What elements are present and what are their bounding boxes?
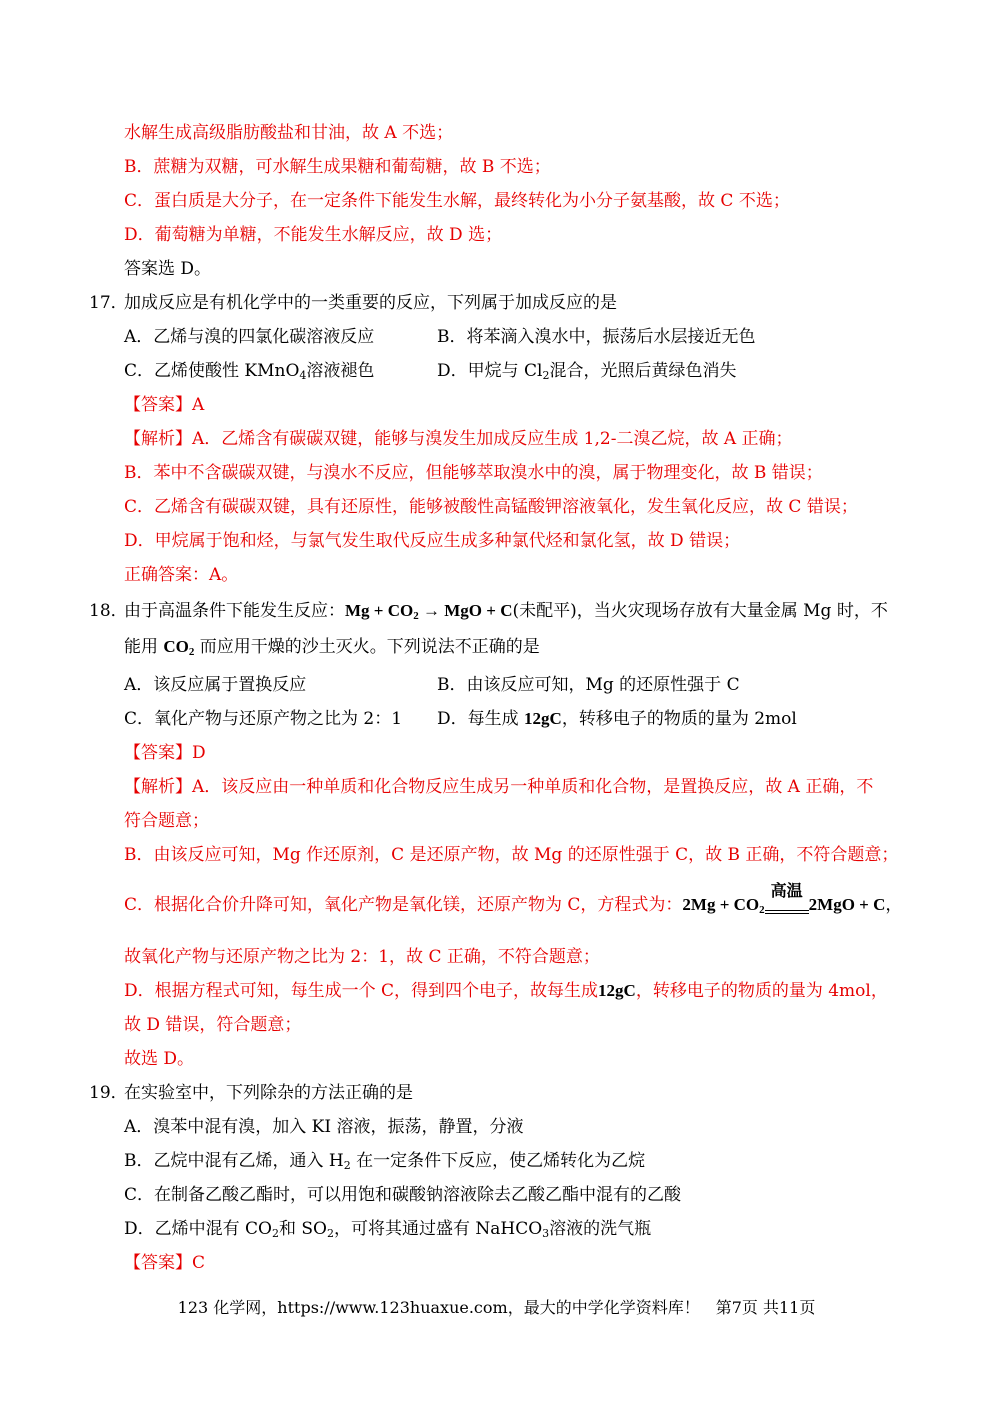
- explanation-line: 【解析】A．该反应由一种单质和化合物反应生成另一种单质和化合物，是置换反应，故 A 正确，不: [124, 777, 874, 797]
- answer-line: 【答案】A: [124, 395, 205, 415]
- option-d: D．乙烯中混有 $CO_2$和 $SO_2$，可将其通过盛有 NaHCO$_3$溶液的洗气瓶: [124, 1219, 652, 1240]
- explanation-line: 故选 D。: [124, 1049, 195, 1069]
- option-d: D．甲烷与 $Cl_2$混合，光照后黄绿色消失: [437, 361, 737, 382]
- question-stem: 能用 $CO_2$ 而应用干燥的沙土灭火。下列说法不正确的是: [124, 637, 540, 658]
- option-a: A．该反应属于置换反应: [124, 675, 307, 695]
- option-b: B．由该反应可知，Mg 的还原性强于 C: [437, 675, 740, 695]
- explanation-line: C．乙烯含有碳碳双键，具有还原性，能够被酸性高锰酸钾溶液氧化，发生氧化反应，故 C 错误；: [124, 497, 858, 517]
- option-d: D．每生成 12gC，转移电子的物质的量为 2mol: [437, 709, 797, 729]
- condition-equals-sign: 高温: [765, 902, 809, 914]
- question-stem: 加成反应是有机化学中的一类重要的反应，下列属于加成反应的是: [124, 293, 617, 313]
- question-number: 18．: [89, 601, 128, 621]
- explanation-line: B．由该反应可知，Mg 作还原剂，C 是还原产物，故 Mg 的还原性强于 C，故 B 正确，不符合题意；: [124, 845, 899, 865]
- option-c: C．氧化产物与还原产物之比为 2：1: [124, 709, 403, 729]
- explanation-line: C．根据化合价升降可知，氧化产物是氧化镁，还原产物为 C，方程式为：$2Mg + CO_2$ 高温 2MgO + C，: [124, 883, 903, 916]
- reaction-equation: $Mg + CO_2$ → MgO + C: [345, 601, 513, 622]
- answer-line: 【答案】C: [124, 1253, 206, 1273]
- explanation-line: 水解生成高级脂肪酸盐和甘油，故 A 不选；: [124, 123, 454, 143]
- explanation-line: 故氧化产物与还原产物之比为 2：1，故 C 正确，不符合题意；: [124, 947, 600, 967]
- explanation-line: D．葡萄糖为单糖，不能发生水解反应，故 D 选；: [124, 225, 503, 245]
- question-stem: 在实验室中，下列除杂的方法正确的是: [124, 1083, 413, 1103]
- explanation-line: 正确答案：A。: [124, 565, 239, 585]
- option-c: C．乙烯使酸性 KMnO$_4$溶液褪色: [124, 361, 375, 382]
- option-b: B．将苯滴入溴水中，振荡后水层接近无色: [437, 327, 756, 347]
- explanation-line: 符合题意；: [124, 811, 209, 831]
- explanation-line: C．蛋白质是大分子，在一定条件下能发生水解，最终转化为小分子氨基酸，故 C 不选；: [124, 191, 790, 211]
- option-b: B．乙烷中混有乙烯，通入 $H_2$ 在一定条件下反应，使乙烯转化为乙烷: [124, 1151, 646, 1172]
- explanation-line: 【解析】A．乙烯含有碳碳双键，能够与溴发生加成反应生成 1,2-二溴乙烷，故 A 正确；: [124, 429, 793, 449]
- option-a: A．溴苯中混有溴，加入 KI 溶液，振荡，静置，分液: [124, 1117, 524, 1137]
- option-a: A．乙烯与溴的四氯化碳溶液反应: [124, 327, 375, 347]
- question-number: 19．: [89, 1083, 128, 1103]
- balanced-equation: $2Mg + CO_2$ 高温 2MgO + C: [682, 883, 886, 916]
- explanation-line: B．蔗糖为双糖，可水解生成果糖和葡萄糖，故 B 不选；: [124, 157, 551, 177]
- option-c: C．在制备乙酸乙酯时，可以用饱和碳酸钠溶液除去乙酸乙酯中混有的乙酸: [124, 1185, 682, 1205]
- explanation-line: D．根据方程式可知，每生成一个 C，得到四个电子，故每生成12gC，转移电子的物质的量为 4mol，: [124, 981, 888, 1001]
- answer-line: 【答案】D: [124, 743, 206, 763]
- question-number: 17．: [89, 293, 128, 313]
- explanation-line: B．苯中不含碳碳双键，与溴水不反应，但能够萃取溴水中的溴，属于物理变化，故 B 错误；: [124, 463, 823, 483]
- answer-line: 答案选 D。: [124, 259, 212, 279]
- explanation-line: D．甲烷属于饱和烃，与氯气发生取代反应生成多种氯代烃和氯化氢，故 D 错误；: [124, 531, 741, 551]
- question-stem: 由于高温条件下能发生反应：$Mg + CO_2$ → MgO + C(未配平)，当火灾现场存放有大量金属 Mg 时，不: [124, 601, 888, 622]
- explanation-line: 故 D 错误，符合题意；: [124, 1015, 302, 1035]
- page-footer: 123 化学网，https://www.123huaxue.com，最大的中学化学资料库！ 第7页 共11页: [177, 1298, 816, 1317]
